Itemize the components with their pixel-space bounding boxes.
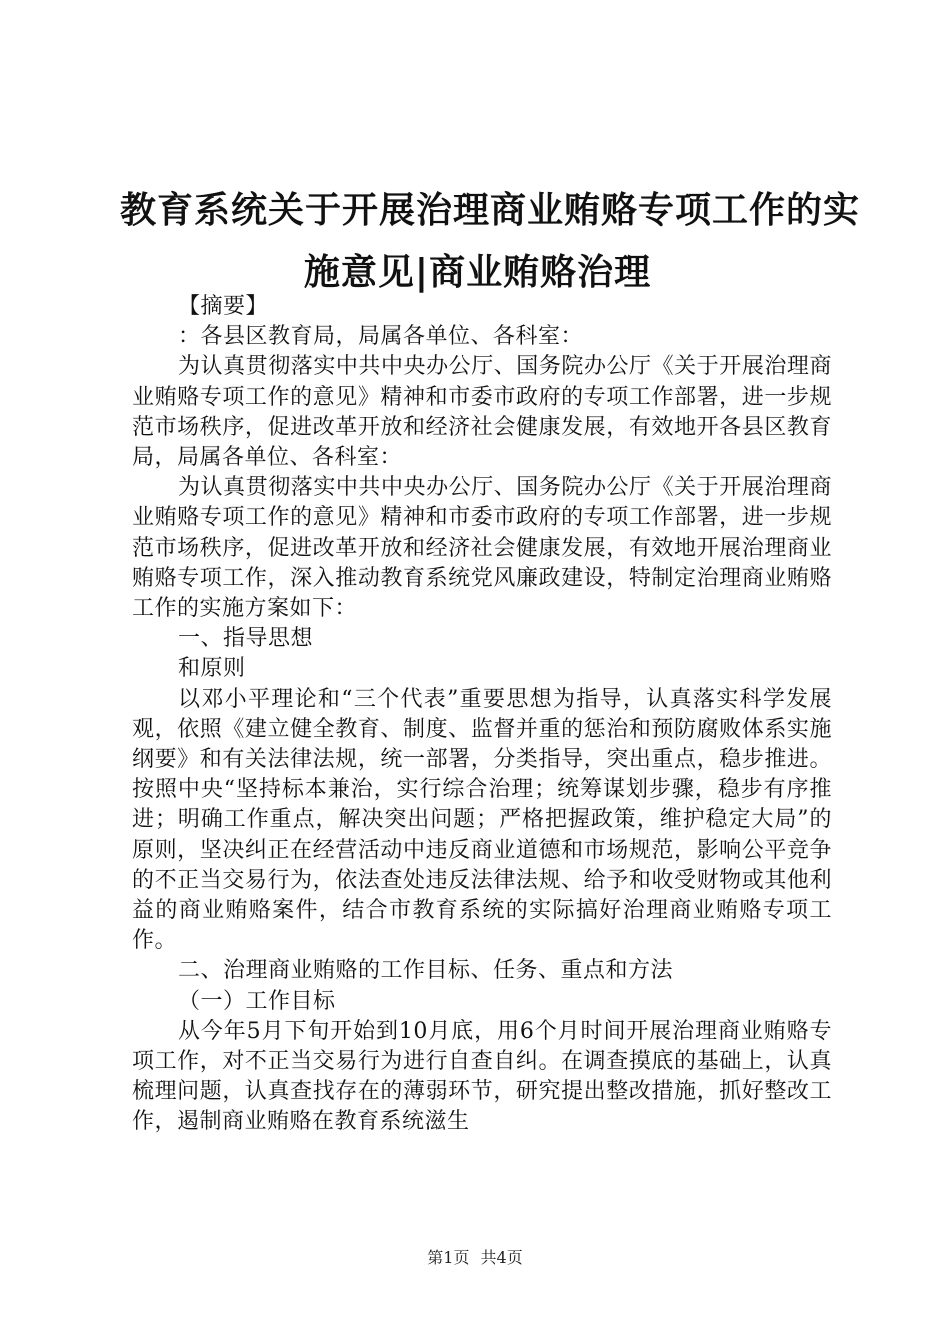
page-footer [0,1245,950,1268]
paragraph-intro-2: 为认真贯彻落实中共中央办公厅、国务院办公厅《关于开展治理商业贿赂专项工作的意见》精神和市委市政府的专项工作部署，进一步规范市场秩序，促进改革开放和经济社会健康发展，有效地开展治理商业贿赂专项工作，深入推动教育系统党风廉政建设，特制定治理商业贿赂工作的实施方案如下： [132,475,832,622]
abstract-label: 【摘要】 [178,294,269,319]
subsection-heading-1: （一）工作目标 [178,988,336,1014]
salutation: ：各县区教育局，局属各单位、各科室： [178,324,584,350]
page-total: 共4页 [480,1248,523,1267]
paragraph-intro-1: 为认真贯彻落实中共中央办公厅、国务院办公厅《关于开展治理商业贿赂专项工作的意见》精神和市委市政府的专项工作部署，进一步规范市场秩序，促进改革开放和经济社会健康发展，有效地开各县区教育局，局属各单位、各科室： [132,354,832,471]
page-number: 第1页 [427,1248,470,1267]
document-title [120,180,861,304]
section-heading-1: 一、指导思想 [178,626,314,652]
document-body [132,292,832,1138]
paragraph-work-goals: 从今年5月下旬开始到10月底，用6个月时间开展治理商业贿赂专项工作，对不正当交易行为进行自查自纠。在调查摸底的基础上，认真梳理问题，认真查找存在的薄弱环节，研究提出整改措施，抓好整改工作，遏制商业贿赂在教育系统滋生 [132,1018,832,1135]
title-line-2: 施意见|商业贿赂治理 [303,252,652,293]
title-line-1: 教育系统关于开展治理商业贿赂专项工作的实 [120,190,861,231]
section-heading-2: 二、治理商业贿赂的工作目标、任务、重点和方法 [178,958,674,984]
paragraph-guiding-principles: 以邓小平理论和“三个代表”重要思想为指导，认真落实科学发展观，依照《建立健全教育、制度、监督并重的惩治和预防腐败体系实施纲要》和有关法律法规，统一部署，分类指导，突出重点，稳步推进。按照中央“坚持标本兼治，实行综合治理；统筹谋划步骤，稳步有序推进；明确工作重点，解决突出问题；严格把握政策，维护稳定大局”的原则，坚决纠正在经营活动中违反商业道德和市场规范，影响公平竞争的不正当交易行为，依法查处违反法律法规、给予和收受财物或其他利益的商业贿赂案件，结合市教育系统的实际搞好治理商业贿赂专项工作。 [132,686,832,954]
section-heading-1-cont: 和原则 [178,656,246,682]
